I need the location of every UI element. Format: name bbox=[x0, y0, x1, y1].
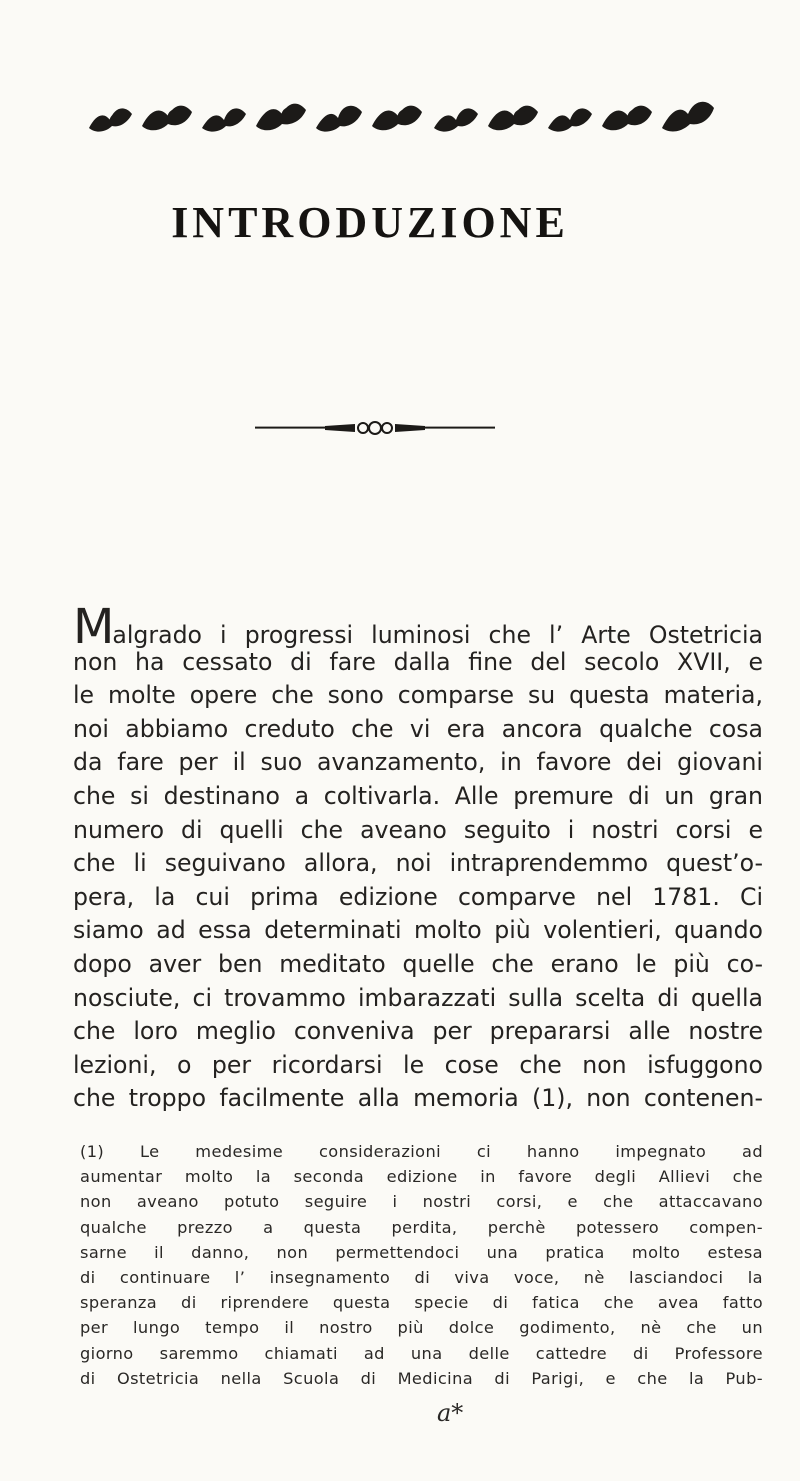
footnote-line: per lungo tempo il nostro più dolce godimento, nè che un bbox=[80, 1318, 763, 1338]
body-line: pera, la cui prima edizione comparve nel 1781. Ci bbox=[73, 882, 763, 911]
footnote-line: speranza di riprendere questa specie di fatica che avea fatto bbox=[80, 1293, 763, 1313]
footnote-line: sarne il danno, non permettendoci una pratica molto estesa bbox=[80, 1242, 763, 1262]
body-line: non ha cessato di fare dalla fine del secolo XVII, e bbox=[73, 647, 763, 676]
body-line: lezioni, o per ricordarsi le cose che non isfuggono bbox=[73, 1050, 763, 1079]
footnote-line: di continuare l’ insegnamento di viva voce, nè lasciandoci la bbox=[80, 1267, 763, 1287]
body-first-line bbox=[73, 599, 763, 655]
footnote-line: giorno saremmo chiamati ad una delle cattedre di Professore bbox=[80, 1343, 763, 1363]
signature-mark: a* bbox=[437, 1399, 464, 1427]
body-line: nosciute, ci trovammo imbarazzati sulla scelta di quella bbox=[73, 983, 763, 1012]
body-line: numero di quelli che aveano seguito i nostri corsi e bbox=[73, 815, 763, 844]
footnote-line: qualche prezzo a questa perdita, perchè potessero compen- bbox=[80, 1217, 763, 1237]
ornament-band bbox=[84, 84, 724, 142]
footnote-line: (1) Le medesime considerazioni ci hanno impegnato ad bbox=[80, 1142, 763, 1161]
body-line: che troppo facilmente alla memoria (1), non contenen- bbox=[73, 1084, 763, 1113]
footnote bbox=[80, 1139, 763, 1391]
footnote-line: di Ostetricia nella Scuola di Medicina di Parigi, e che la Pub- bbox=[80, 1368, 763, 1388]
body-line: siamo ad essa determinati molto più volentieri, quando bbox=[73, 916, 763, 945]
body-line: dopo aver ben meditato quelle che erano le più co- bbox=[73, 949, 763, 978]
page-title: INTRODUZIONE bbox=[171, 198, 569, 247]
body-line: che si destinano a coltivarla. Alle premure di un gran bbox=[73, 781, 763, 810]
main-paragraph bbox=[73, 599, 763, 1116]
ornamental-divider bbox=[255, 418, 495, 438]
body-line: le molte opere che sono comparse su questa materia, bbox=[73, 681, 763, 710]
footnote-line: non aveano potuto seguire i nostri corsi, e che attaccavano bbox=[80, 1192, 763, 1212]
body-first-line-text: algrado i progressi luminosi che l’ Arte Ostetricia bbox=[112, 621, 763, 649]
body-line: da fare per il suo avanzamento, in favore dei giovani bbox=[73, 748, 763, 777]
drop-cap: M bbox=[73, 599, 113, 655]
body-line: noi abbiamo creduto che vi era ancora qualche cosa bbox=[73, 714, 763, 743]
footnote-line: aumentar molto la seconda edizione in favore degli Allievi che bbox=[80, 1167, 763, 1187]
body-line: che loro meglio conveniva per prepararsi alle nostre bbox=[73, 1017, 763, 1046]
body-line: che li seguivano allora, noi intraprendemmo quest’o- bbox=[73, 849, 763, 878]
ornament-flourishes bbox=[89, 102, 714, 132]
